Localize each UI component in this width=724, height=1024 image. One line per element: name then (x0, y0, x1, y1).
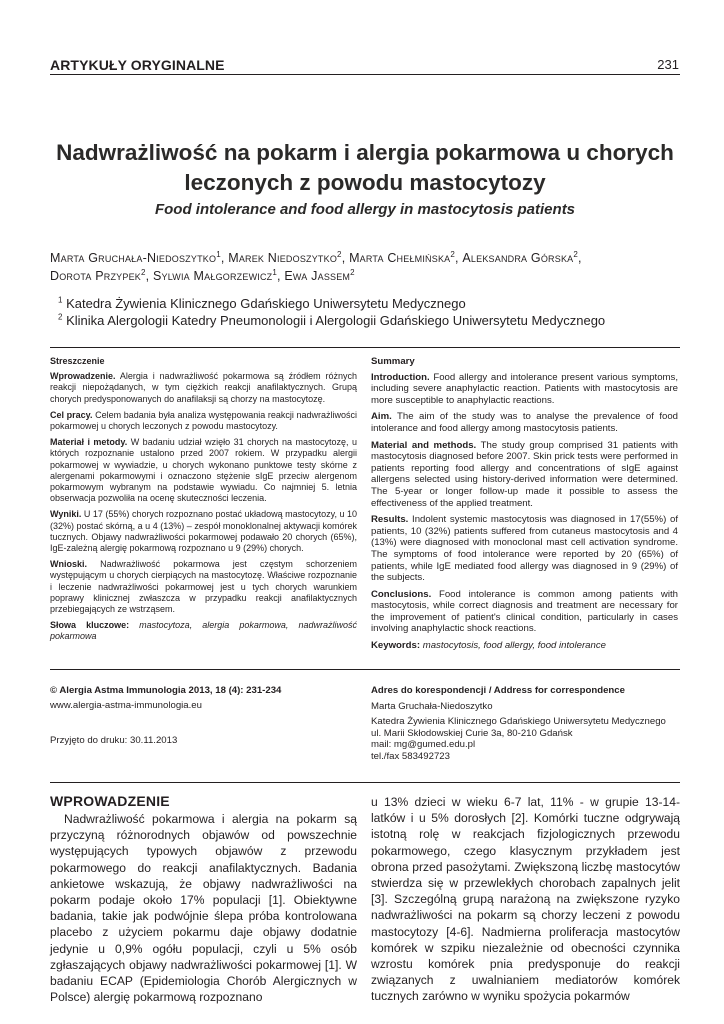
abstract-text: U 17 (55%) chorych rozpoznano postać układową mastocytozy, u 10 (32%) postać skórną, a u 4 (13%) – zespół monoklonalnej aktywacji komórek tucznych. Objawy nadwrażliwości pokarmowej podawało 20 chorych (65%), IgE-zależną alergię pokarmową rozpoznano u 9 (29%) chorych. (50, 509, 357, 554)
author-name: Aleksandra Górska (462, 251, 574, 265)
abstract-label: Introduction. (371, 371, 430, 383)
correspondence-institution: Katedra Żywienia Klinicznego Gdańskiego Uniwersytetu Medycznego (371, 716, 666, 728)
author-name: Ewa Jassem (284, 269, 351, 283)
abstract-introduction (50, 371, 357, 405)
author-name: Dorota Przypek (50, 269, 141, 283)
affiliation-text: Katedra Żywienia Klinicznego Gdańskiego Uniwersytetu Medycznego (66, 296, 466, 311)
section-heading-introduction: WPROWADZENIE (50, 793, 170, 809)
abstract-polish (50, 356, 357, 648)
abstract-aim (50, 410, 357, 432)
correspondence-phone: tel./fax 583492723 (371, 750, 450, 762)
page-number: 231 (657, 57, 679, 72)
correspondence-address: ul. Marii Skłodowskiej Curie 3a, 80-210 Gdańsk (371, 727, 573, 739)
correspondence-email[interactable]: mail: mg@gumed.edu.pl (371, 739, 476, 751)
abstract-methods (371, 440, 678, 510)
abstract-label: Wprowadzenie. (50, 371, 116, 382)
abstract-results (50, 509, 357, 554)
abstract-label: Conclusions. (371, 588, 432, 600)
author-affiliation-ref: 2 (140, 267, 146, 277)
author-affiliation-ref: 1 (216, 249, 221, 259)
abstract-label: Results. (371, 514, 409, 526)
abstract-label: Wyniki. (50, 509, 82, 520)
abstract-methods (50, 437, 357, 504)
abstract-heading: Summary (371, 356, 415, 367)
abstract-label: Materiał i metody. (50, 437, 128, 448)
keywords-label: Słowa kluczowe: (50, 620, 130, 631)
affiliation-1 (58, 295, 698, 312)
correspondence-block (371, 685, 681, 763)
abstract-text: The study group comprised 31 patients with mastocytosis diagnosed before 2007. Skin prick tests were performed in patients reporting food allergy and concentrations of sIgE against allergens selected using history-derived information were determined. The 5-year or longer follow-up made it possible to assess the effectiveness of the applied treatment. (371, 439, 678, 509)
author-affiliation-ref: 1 (272, 267, 278, 277)
author-affiliation-ref: 2 (573, 249, 579, 259)
affiliation-text: Klinika Alergologii Katedry Pneumonologii i Alergologii Gdańskiego Uniwersytetu Medycznego (66, 313, 606, 328)
abstract-bottom-divider (50, 669, 680, 670)
abstract-keywords (50, 620, 357, 642)
affiliation-number: 1 (58, 295, 63, 305)
body-divider (50, 782, 680, 783)
abstract-top-divider (50, 347, 680, 348)
abstract-introduction (371, 372, 678, 407)
abstract-keywords (371, 640, 678, 652)
header-divider (50, 74, 680, 75)
author-affiliation-ref: 2 (450, 249, 456, 259)
abstract-conclusions (50, 559, 357, 615)
abstract-text: Alergia i nadwrażliwość pokarmowa są źródłem różnych reakcji niepożądanych, w tym ciężkich reakcji anafilaktycznych. Grupą chorych predysponowanych do anafilaksji są chorzy na mastocytozę. (50, 371, 357, 404)
abstract-label: Wnioski. (50, 559, 88, 570)
keywords-text: mastocytosis, food allergy, food intolerance (422, 640, 606, 652)
abstract-text: Indolent systemic mastocytosis was diagnosed in 17(55%) of patients, 10 (32%) patients suffered from cutaneus mastocytosis and 4 (13%) were diagnosed with monoclonal mast cell activation syndrome. The symptoms of food intolerance were reported by 20 (65%) of patients, while IgE mediated food allergy was diagnosed in 9 (29%) of the subjects. (371, 514, 678, 584)
abstract-text: Nadwrażliwość pokarmowa jest częstym schorzeniem występującym u chorych cierpiących na mastocytozę. Właściwe rozpoznanie i leczenie nadwrażliwości pokarmowej jest u tych chorych warunkiem poprawy klinicznej zwłaszcza w przypadku reakcji anafilaktycznych przebiegających ze wstrząsem. (50, 559, 357, 615)
abstract-label: Cel pracy. (50, 409, 93, 420)
abstract-text: The aim of the study was to analyse the prevalence of food intolerance and food allergy among mastocytosis patients. (371, 411, 678, 434)
author-name: Marta Chełmińska (349, 251, 451, 265)
affiliation-number: 2 (58, 312, 63, 322)
abstract-conclusions (371, 589, 678, 635)
author-name: Marta Gruchała-Niedoszytko (50, 251, 217, 265)
citation-text: © Alergia Astma Immunologia 2013, 18 (4): 231-234 (50, 685, 282, 696)
author-list: Marta Gruchała-Niedoszytko$^1$, Marek Niedoszytko$^2$, Marta Chełmińska$^2$, Aleksandra Górska$^2$, Dorota Przypek$^2$, Sylwia Małgorzewicz$^1$, Ewa Jassem$^2$ (50, 249, 582, 283)
abstract-label: Aim. (371, 411, 392, 423)
author-affiliation-ref: 2 (337, 249, 342, 259)
keywords-text: mastocytoza, alergia pokarmowa, nadwrażliwość pokarmowa (50, 620, 357, 642)
body-column-right: u 13% dzieci w wieku 6-7 lat, 11% - w grupie 13-14-latków i u 5% dorosłych [2]. Komórki tuczne odgrywają istotną rolę w reakcjach fizjologicznych przewodu pokarmowego, czego klasycznym przykładem jest obrona przed pasożytami. Zwiększoną liczbę mastocytów stwierdza się w przewlekłych chorobach zapalnych jelit [3]. Szczególną grupą narażoną na zwiększone ryzyko nadwrażliwości na pokarm są chorzy leczeni z powodu mastocytozy [4-6]. Nadmierna proliferacja mastocytów komórek w szpiku niezależnie od obecności czynnika wzrostu komórek pnia predysponuje do reakcji związanych z uwalnianiem mediatorów komórek tucznych zarówno w wyniku spożycia pokarmów (371, 795, 680, 1004)
abstract-text: W badaniu udział wzięło 31 chorych na mastocytozę, u których rozpoznanie ustalono przed 2007 rokiem. W przypadku alergii pokarmowej w wywiadzie, u chorych wykonano punktowe testy skórne z alergenami pokarmowymi i oznaczono stężenie sIgE przeciw alergenom pokarmowym wybranym na podstawie wywiadu. Co najmniej 5. letnia obserwacja pozwoliła na ocenę skuteczności leczenia. (50, 437, 357, 504)
body-column-left: Nadwrażliwość pokarmowa i alergia na pokarm są przyczyną różnorodnych objawów od powszechnie występujących typowych objawów z przewodu pokarmowego do reakcji anafilaktycznych. Badania ankietowe wskazują, że objawy nadwrażliwości na pokarm podaje około 17% populacji [1]. Obiektywne badania, takie jak podwójnie ślepa próba kontrolowana placebo z użyciem pokarmu daje objawy dodatnie jedynie u 0,9% ogółu populacji, czyli u 5% osób zgłaszających objawy nadwrażliwości pokarmowej [1]. W badaniu ECAP (Epidemiologia Chorób Alergicznych w Polsce) alergię pokarmową rozpoznano (50, 812, 357, 1005)
author-name: Marek Niedoszytko (228, 251, 338, 265)
abstract-text: Food allergy and intolerance present various symptoms, including severe anaphylactic reaction. Patients with mastocytosis are more susceptible to anaphylactic reactions. (371, 371, 678, 406)
article-title-polish: Nadwrażliwość na pokarm i alergia pokarmowa u chorych leczonych z powodu mastocytozy (56, 140, 674, 195)
correspondence-heading: Adres do korespondencji / Address for correspondence (371, 685, 625, 696)
accepted-date: Przyjęto do druku: 30.11.2013 (50, 735, 178, 746)
author-affiliation-ref: 2 (350, 267, 355, 277)
abstract-text: Celem badania była analiza występowania reakcji nadwrażliwości pokarmowej u chorych leczonych z powodu mastocytozy. (50, 409, 357, 432)
correspondence-name: Marta Gruchała-Niedoszytko (371, 700, 493, 712)
journal-website[interactable]: www.alergia-astma-immunologia.eu (50, 700, 202, 711)
affiliation-2 (58, 312, 698, 329)
abstract-results (371, 514, 678, 584)
abstract-aim (371, 411, 678, 434)
article-title-english: Food intolerance and food allergy in mastocytosis patients (154, 201, 576, 218)
section-label: ARTYKUŁY ORYGINALNE (50, 57, 225, 73)
author-name: Sylwia Małgorzewicz (153, 269, 273, 283)
abstract-english (371, 356, 678, 657)
abstract-heading: Streszczenie (50, 356, 105, 366)
abstract-label: Material and methods. (371, 439, 477, 451)
keywords-label: Keywords: (371, 640, 421, 652)
journal-citation (50, 685, 281, 697)
abstract-text: Food intolerance is common among patients with mastocytosis, while correct diagnosis and treatment are necessary for the improvement of patient's clinical condition, particularly in cases involving anaphylactic shock reactions. (371, 588, 678, 635)
